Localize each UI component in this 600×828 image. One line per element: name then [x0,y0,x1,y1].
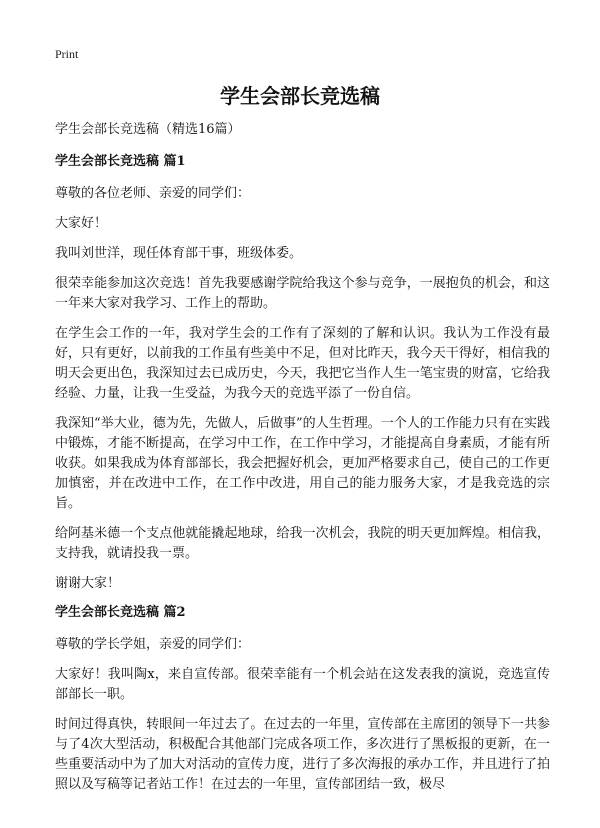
section-heading: 学生会部长竞选稿 篇2 [55,605,186,620]
section-2 [55,604,550,795]
paragraph: 尊敬的各位老师、亲爱的同学们： [55,186,251,201]
paragraph: 尊敬的学长学姐，亲爱的同学们： [55,637,251,652]
print-link[interactable]: Print [55,47,79,61]
paragraph: 我深知“举大业，德为先，先做人，后做事”的人生哲理。一个人的工作能力只有在实践中锻炼，才能不断提高，在学习中工作，在工作中学习，才能提高自身素质，才能有所收获。如果我成为体育部部长，我会把握好机会，更加严格要求自己，使自己的工作更加慎密，并在改进中工作，在工作中改进，用自己的能力服务大家，才是我竞选的宗旨。 [55,416,550,511]
paragraph: 给阿基米德一个支点他就能撬起地球，给我一次机会，我院的明天更加辉煌。相信我，支持我，就请投我一票。 [55,526,550,561]
article-body [55,121,550,805]
paragraph: 很荣幸能参加这次竞选！首先我要感谢学院给我这个参与竞争，一展抱负的机会，和这一年来大家对我学习、工作上的帮助。 [55,276,550,311]
paragraph: 我叫刘世洋，现任体育部干事，班级体委。 [55,246,303,261]
section-1 [55,153,550,594]
paragraph: 大家好！ [55,216,108,231]
paragraph: 谢谢大家！ [55,576,121,591]
page-title: 学生会部长竞选稿 [220,84,380,108]
article-subtitle: 学生会部长竞选稿（精选16篇） [55,122,241,137]
paragraph: 在学生会工作的一年，我对学生会的工作有了深刻的了解和认识。我认为工作没有最好，只有更好，以前我的工作虽有些美中不足，但对比昨天，我今天干得好，相信我的明天会更出色，我深知过去已成历史，今天，我把它当作人生一笔宝贵的财富，它给我经验、力量，让我一生受益，为我今天的竞选平添了一份自信。 [55,326,550,401]
paragraph: 大家好！我叫陶x，来自宣传部。很荣幸能有一个机会站在这发表我的演说，竞选宣传部部长一职。 [55,667,550,702]
paragraph: 时间过得真快，转眼间一年过去了。在过去的一年里，宣传部在主席团的领导下一共参与了4次大型活动，积极配合其他部门完成各项工作，多次进行了黑板报的更新，在一些重要活动中为了加大对活动的宣传力度，进行了多次海报的承办工作，并且进行了拍照以及写稿等记者站工作！在过去的一年里，宣传部团结一致，极尽 [55,717,550,792]
section-heading: 学生会部长竞选稿 篇1 [55,154,186,169]
